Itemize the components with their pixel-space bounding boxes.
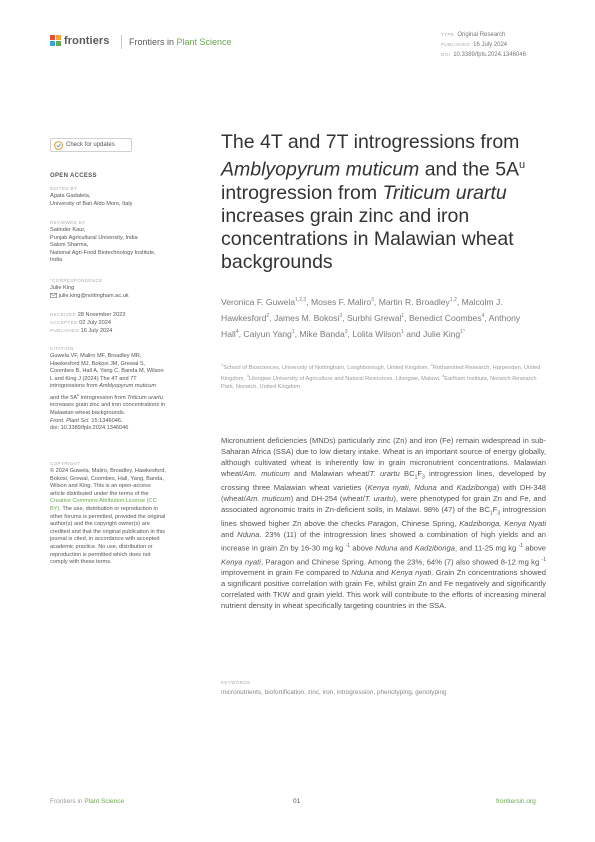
journal-name[interactable]	[129, 37, 232, 47]
abstract-text: and	[221, 530, 238, 540]
author-affiliation-mark: 3	[371, 297, 374, 303]
abstract-text: ), were phenotyped for grain Zn and Fe, and associated agronomic traits in Zn-deficient soils, in Malawi. 98% (47) of the BC	[221, 494, 546, 514]
author-name[interactable]: Benedict Coombes	[408, 312, 482, 323]
abstract-text: -1	[518, 543, 524, 550]
abstract-text: BC	[399, 468, 415, 478]
open-access-badge: OPEN ACCESS	[50, 173, 97, 179]
title-text: introgression from	[221, 181, 383, 204]
copyright-label: COPYRIGHT	[50, 461, 81, 466]
title-text: The 4T and 7T introgressions from	[221, 131, 520, 153]
edited-by	[50, 193, 168, 208]
author-name[interactable]: Mike Banda	[299, 328, 345, 339]
published-row	[50, 327, 168, 336]
affiliation-text: School of Biosciences, University of Nottingham, Loughborough, United Kingdom,	[223, 364, 431, 371]
abstract-text: Kenya nyati, Nduna	[367, 483, 437, 493]
correspondence-name: Julie King	[50, 285, 75, 291]
author-affiliation-mark: 1	[401, 328, 404, 335]
abstract-text: T. urartu	[364, 494, 394, 504]
reviewer-name: Saloni Sharma,	[50, 242, 89, 249]
author-affiliation-mark: 1	[291, 328, 295, 335]
reviewer-affiliation: India	[50, 257, 63, 264]
abstract-text: Kadzibonga, Kenya Nyati	[459, 519, 547, 529]
article-type-value: Original Research	[457, 32, 506, 38]
author-name[interactable]: Surbhi Grewal	[346, 312, 402, 323]
author-affiliation-mark: 4	[235, 328, 239, 335]
author-affiliation-mark: 1*	[460, 328, 465, 335]
published-label: PUBLISHED	[50, 328, 80, 333]
abstract-text: . 23% (11) of the introgression lines showed a combination of high yields and an increase in grain Zn by 16-30 mg kg	[221, 530, 547, 553]
header-doi-value[interactable]: 10.3389/fpls.2024.1346046	[453, 52, 526, 58]
abstract-text: ) and DH-254 (wheat/	[290, 494, 365, 504]
author-name[interactable]: Anthony Hall	[221, 312, 521, 339]
reviewer-affiliation: National Agri-Food Biotechnology Institute,	[50, 249, 156, 256]
abstract-text: Micronutrient deficiencies (MNDs) particularly zinc (Zn) and iron (Fe) remain widespread in sub-Saharan Africa (SSA) due to low dietary intake. Wheat is an important source of energy globally, although cultivated wheat is inherently low in grain micronutrient concentrations. Malawian wheat/	[221, 436, 546, 478]
abstract-text: and	[373, 568, 392, 578]
abstract-text: , and 11-25 mg kg	[454, 543, 519, 553]
footer-site-link[interactable]: frontiersin.org	[496, 798, 536, 805]
author-name[interactable]: Caiyun Yang	[243, 328, 292, 339]
correspondence	[50, 285, 168, 300]
page-number: 01	[293, 798, 301, 805]
footer-journal[interactable]	[50, 798, 124, 805]
abstract-text: Nduna	[375, 543, 398, 553]
citation-journal: Front. Plant Sci.	[50, 417, 90, 424]
author-name[interactable]: James M. Bokosi	[273, 312, 340, 323]
correspondence-label: *CORRESPONDENCE	[50, 278, 103, 283]
license-link[interactable]: Creative Commons Attribution License (CC BY).	[50, 498, 157, 512]
abstract-text: , Paragon and Chinese Spring. Among the 23%, 64% (7) also showed 8-12 mg kg	[260, 557, 542, 567]
header-doi-label: DOI	[441, 52, 451, 57]
abstract-text: 1	[489, 510, 493, 517]
abstract-text: 1	[414, 474, 418, 481]
affiliation-mark: 4	[442, 372, 445, 378]
title-species: Triticum urartu	[382, 181, 507, 204]
header-published-value: 16 July 2024	[473, 42, 508, 48]
check-for-updates-button[interactable]	[50, 138, 132, 152]
edited-by-label: EDITED BY	[50, 186, 78, 191]
author-name[interactable]: Lolita Wilson	[352, 328, 402, 339]
citation-text: introgression from	[79, 394, 128, 401]
editor-affiliation: University of Bari Aldo Moro, Italy	[50, 200, 133, 207]
check-for-updates-label: Check for updates	[66, 142, 115, 148]
journal-prefix: Frontiers in	[129, 37, 175, 47]
abstract-text: F	[492, 504, 498, 514]
reviewed-by-label: REVIEWED BY	[50, 220, 86, 225]
copyright	[50, 468, 166, 567]
author-name[interactable]: Malcolm J. Hawkesford	[221, 296, 503, 323]
affiliation-text: Earlham Institute, Norwich Research Park, Norwich, United Kingdom	[221, 375, 537, 390]
affiliation-text: Lilongwe University of Agriculture and Natural Resources, Lilongwe, Malawi,	[248, 375, 442, 382]
author-affiliation-mark: 3	[339, 312, 343, 319]
header-doi[interactable]	[441, 52, 526, 58]
author-name[interactable]: Julie King	[422, 328, 461, 339]
accepted-label: ACCEPTED	[50, 320, 78, 325]
citation-text: increases grain zinc and iron concentrations in Malawian wheat backgrounds.	[50, 402, 166, 417]
abstract-text: Am. muticum	[245, 494, 291, 504]
abstract-text: Nduna	[351, 568, 374, 578]
brand-name: frontiers	[64, 35, 110, 47]
article-title	[221, 131, 561, 274]
author-affiliation-mark: 3	[344, 328, 348, 335]
title-text: increases grain zinc and iron concentrations in Malawian wheat backgrounds	[221, 204, 514, 273]
citation-doi[interactable]: doi: 10.3389/fpls.2024.1346046	[50, 425, 129, 432]
footer-journal-title: Plant Science	[84, 798, 125, 805]
citation	[50, 353, 166, 433]
abstract-text: Kenya nyati	[221, 557, 261, 567]
abstract-text: . Grain Zn concentrations showed a significant positive correlation with grain Fe, whilst grain Zn and Fe negatively and significantly correlated with TKW and grain yield. This work will contribute to the efforts of increasing mineral nutrient density in wheat specifically targeting countries in the SSA.	[221, 568, 546, 610]
author-name[interactable]: Moses F. Maliro	[310, 296, 372, 307]
article-type	[441, 32, 505, 38]
abstract-text: F	[417, 468, 422, 478]
affiliations	[221, 361, 541, 391]
copyright-text: © 2024 Guwela, Maliro, Broadley, Hawkesford, Bokosi, Grewal, Coombes, Hall, Yang, Banda, Wilson and King. This is an open-access article distributed under the terms of the	[50, 468, 166, 497]
header-published-label: PUBLISHED	[441, 42, 471, 47]
abstract-text: Kadzibonga	[414, 543, 455, 553]
journal-title: Plant Science	[176, 37, 232, 47]
title-superscript: u	[519, 159, 526, 171]
affiliation-text: Rothamsted Research, Harpenden, United Kingdom,	[221, 364, 541, 382]
abstract	[221, 436, 546, 612]
reviewer-affiliation: Punjab Agricultural University, India	[50, 234, 138, 241]
author-affiliation-mark: 4	[481, 312, 485, 319]
abstract-text: Nduna	[237, 530, 260, 540]
reviewer-name: Satinder Kaur,	[50, 227, 86, 233]
correspondence-email-row[interactable]	[50, 293, 168, 301]
refresh-icon	[54, 141, 63, 150]
abstract-text: Am. muticum	[243, 468, 290, 478]
abstract-text: introgression lines, developed by crossing three Malawian wheat varieties (	[221, 468, 546, 493]
author-affiliation-mark: 2	[266, 312, 270, 319]
affiliation-mark: 1	[221, 362, 224, 367]
abstract-text: and	[397, 543, 415, 553]
abstract-text: above	[350, 543, 376, 553]
citation-label: CITATION	[50, 346, 74, 351]
citation-superscript: u	[77, 391, 80, 397]
accepted-date: 02 July 2024	[79, 320, 112, 326]
header-published	[441, 42, 507, 48]
reviewed-by	[50, 227, 168, 265]
abstract-text: -1	[541, 556, 546, 563]
abstract-text: 3	[422, 474, 425, 481]
abstract-text: Kadzibonga	[456, 483, 497, 493]
author-name[interactable]: Veronica F. Guwela	[221, 296, 296, 307]
footer-journal-prefix: Frontiers in	[50, 798, 83, 805]
frontiers-logo-icon	[50, 35, 62, 47]
abstract-text: -1	[345, 543, 351, 550]
copyright-text: The use, distribution or reproduction in other forums is permitted, provided the original author(s) and the copyright owner(s) are credited and that the original publication in this journal is cited, in accordance with accepted academic practice. No use, distribution or reproduction is permitted which does not comply with these terms.	[50, 505, 166, 566]
citation-text: and the 5A	[50, 394, 78, 401]
title-species: Amblyopyrum muticum	[221, 158, 420, 181]
abstract-text: and Malawian wheat/	[289, 468, 370, 478]
keywords-label: KEYWORDS	[221, 680, 251, 685]
author-affiliation-mark: 1,2	[449, 297, 457, 303]
received-label: RECEIVED	[50, 312, 77, 317]
article-type-label: TYPE	[441, 32, 455, 37]
author-affiliation-mark: 1	[401, 312, 405, 319]
abstract-text: T. urartu	[369, 468, 400, 478]
header-divider	[121, 35, 122, 49]
title-text: and the 5A	[419, 158, 520, 181]
citation-text: Guwela VF, Maliro MF, Broadley MR, Hawkesford MJ, Bokosi JM, Grewal S, Coombes B, Hall A, Yang C, Banda M, Wilson L and King J (2024) The 4T and 7T introgressions from	[50, 353, 164, 390]
author-name[interactable]: Martin R. Broadley	[378, 296, 450, 307]
abstract-text: introgression lines showed higher Zn above the checks Paragon, Chinese Spring,	[221, 504, 546, 529]
citation-volume: 15:1346046.	[91, 417, 123, 424]
abstract-text: Kenya nyati	[391, 568, 432, 578]
published-date: 16 July 2024	[80, 328, 113, 334]
correspondence-email[interactable]: julie.king@nottingham.ac.uk	[58, 292, 129, 299]
abstract-text: 3	[497, 510, 501, 517]
author-list: Veronica F. Guwela$^{1,2,3}$, Moses F. Maliro$^3$, Martin R. Broadley$^{1,2}$, Malcolm J. Hawkesford$^2$, James M. Bokosi$^3$, Surbhi Grewal$^1$, Benedict Coombes$^4$, Anthony Hall$^4$, Caiyun Yang$^1$, Mike Banda$^3$, Lolita Wilson$^1$ and Julie King$^{1*}$	[221, 296, 521, 339]
received-date: 28 November 2023	[77, 312, 126, 318]
abstract-text: above	[523, 543, 546, 553]
keywords: micronutrients, biofortification, zinc, iron, introgression, phenotyping, genotyping	[221, 689, 447, 696]
editor-name: Agata Gadaleta,	[50, 193, 91, 199]
mail-icon	[50, 293, 57, 298]
affiliation-mark: 3	[246, 372, 249, 378]
abstract-text: ) with DH-348 (wheat/	[221, 483, 547, 504]
author-affiliation-mark: 1,2,3	[295, 297, 307, 303]
affiliation-mark: 2	[430, 362, 433, 367]
citation-species: Triticum urartu	[127, 394, 163, 401]
abstract-text: and	[436, 483, 457, 493]
citation-species: Amblyopyrum muticum	[99, 383, 157, 390]
abstract-text: improvement in grain Fe compared to	[221, 568, 352, 578]
